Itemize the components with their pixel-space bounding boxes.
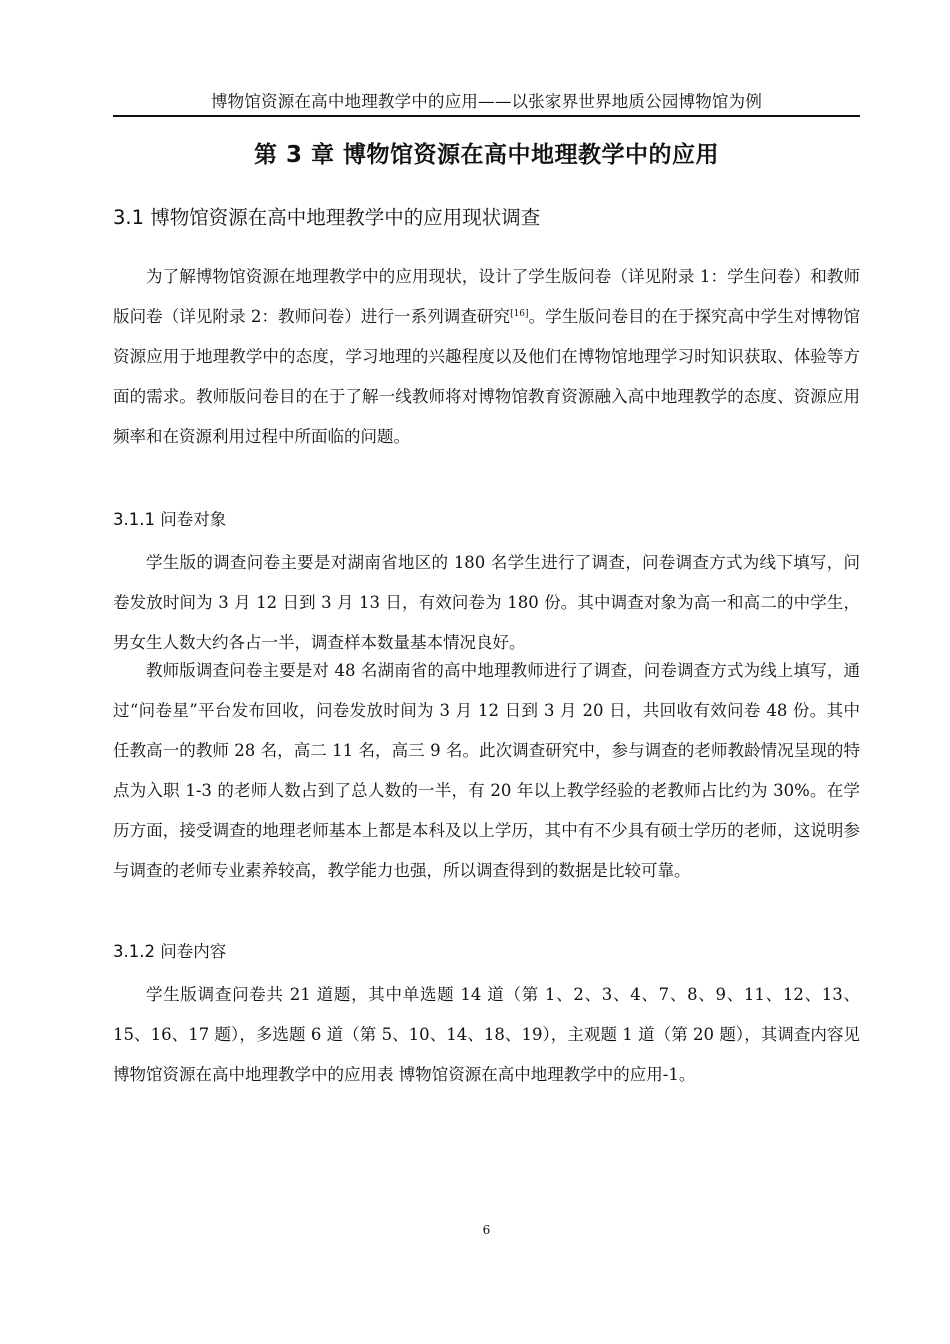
paragraph-survey-design bbox=[113, 257, 860, 457]
paragraph-text: 为了解博物馆资源在地理教学中的应用现状，设计了学生版问卷（详见附录 1：学生问卷）和教师版问卷（详见附录 2：教师问卷）进行一系列调查研究 bbox=[113, 267, 860, 326]
paragraph-student-survey: 学生版的调查问卷主要是对湖南省地区的 180 名学生进行了调查，问卷调查方式为线下填写，问卷发放时间为 3 月 12 日到 3 月 13 日，有效问卷为 180 份。其中调查对象为高一和高二的中学生，男女生人数大约各占一半，调查样本数量基本情况良好。 bbox=[113, 553, 860, 652]
header-rule bbox=[113, 115, 860, 117]
citation-ref: [16] bbox=[510, 309, 529, 319]
paragraph-survey-content: 学生版调查问卷共 21 道题，其中单选题 14 道（第 1、2、3、4、7、8、9、11、12、13、15、16、17 题），多选题 6 道（第 5、10、14、18、19），主观题 1 道（第 20 题），其调查内容见博物馆资源在高中地理教学中的应用表 博物馆资源在高中地理教学中的应用-1。 bbox=[113, 985, 860, 1084]
paragraph-text: 。学生版问卷目的在于探究高中学生对博物馆资源应用于地理教学中的态度，学习地理的兴趣程度以及他们在博物馆地理学习时知识获取、体验等方面的需求。教师版问卷目的在于了解一线教师将对博物馆教育资源融入高中地理教学的态度、资源应用频率和在资源利用过程中所面临的问题。 bbox=[113, 307, 860, 446]
page-number: 6 bbox=[482, 1223, 491, 1237]
subsection-title-survey-objects: 3.1.1 问卷对象 bbox=[113, 510, 227, 529]
section-title: 3.1 博物馆资源在高中地理教学中的应用现状调查 bbox=[113, 206, 541, 229]
running-header: 博物馆资源在高中地理教学中的应用——以张家界世界地质公园博物馆为例 bbox=[210, 92, 763, 111]
subsection-title-survey-content: 3.1.2 问卷内容 bbox=[113, 942, 227, 961]
paragraph-teacher-survey: 教师版调查问卷主要是对 48 名湖南省的高中地理教师进行了调查，问卷调查方式为线上填写，通过“问卷星”平台发布回收，问卷发放时间为 3 月 12 日到 3 月 20 日，共回收有效问卷 48 份。其中任教高一的教师 28 名，高二 11 名，高三 9 名。此次调查研究中，参与调查的老师教龄情况呈现的特点为入职 1-3 的老师人数占到了总人数的一半，有 20 年以上教学经验的老教师占比约为 30%。在学历方面，接受调查的地理老师基本上都是本科及以上学历，其中有不少具有硕士学历的老师，这说明参与调查的老师专业素养较高，教学能力也强，所以调查得到的数据是比较可靠。 bbox=[113, 661, 860, 880]
chapter-title: 第 3 章 博物馆资源在高中地理教学中的应用 bbox=[253, 142, 720, 168]
